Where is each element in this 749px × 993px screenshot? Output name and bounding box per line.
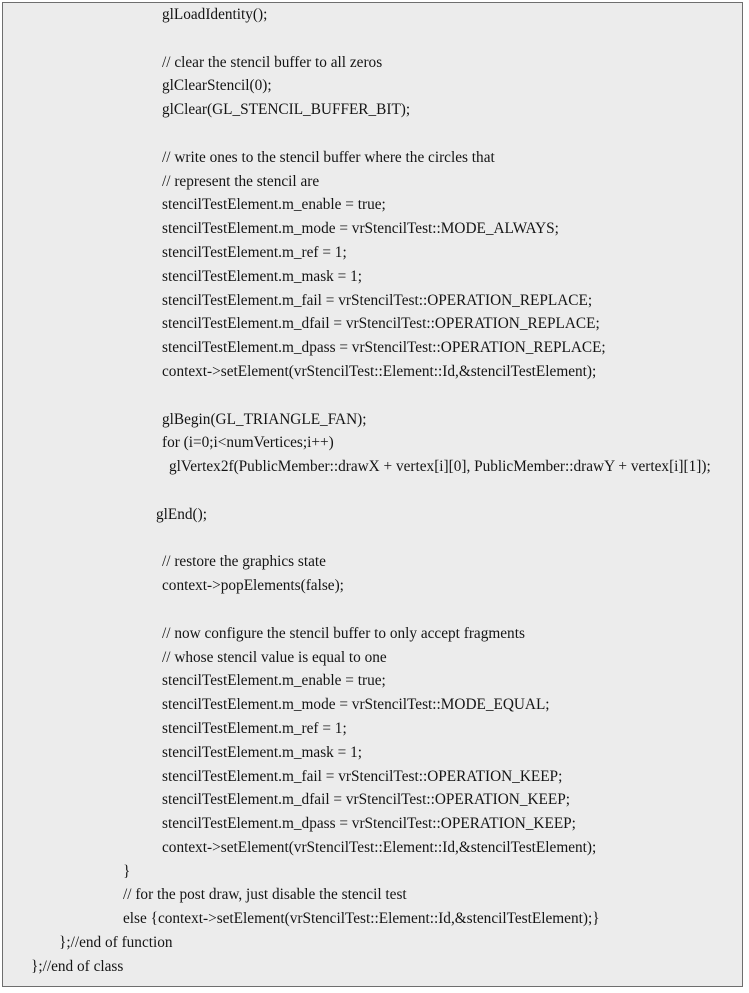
code-line-text: // now configure the stencil buffer to only accept fragments [162, 624, 525, 642]
code-line-text: stencilTestElement.m_dpass = vrStencilTest::OPERATION_REPLACE; [162, 339, 606, 357]
code-line [3, 455, 742, 479]
code-lines [3, 3, 742, 979]
code-line [3, 289, 742, 313]
code-line [3, 550, 742, 574]
code-line [3, 479, 742, 503]
code-line [3, 765, 742, 789]
code-line [3, 812, 742, 836]
code-line-text: stencilTestElement.m_mode = vrStencilTest::MODE_EQUAL; [162, 696, 550, 714]
code-line-text: // represent the stencil are [162, 172, 320, 190]
code-line-text: stencilTestElement.m_fail = vrStencilTest::OPERATION_REPLACE; [162, 291, 593, 309]
code-line [3, 907, 742, 931]
code-line [3, 74, 742, 98]
code-line [3, 170, 742, 194]
code-line [3, 3, 742, 27]
code-line-text: stencilTestElement.m_enable = true; [162, 196, 386, 214]
code-line [3, 860, 742, 884]
code-line [3, 669, 742, 693]
code-line-text: // for the post draw, just disable the stencil test [123, 886, 407, 904]
code-line [3, 265, 742, 289]
code-line [3, 503, 742, 527]
code-line [3, 788, 742, 812]
code-line-text: else {context->setElement(vrStencilTest::Element::Id,&stencilTestElement);} [123, 910, 600, 928]
code-line-text: };//end of function [59, 934, 173, 952]
code-line [3, 836, 742, 860]
code-line [3, 431, 742, 455]
code-line-text: // restore the graphics state [162, 553, 326, 571]
code-line-text: stencilTestElement.m_enable = true; [162, 672, 386, 690]
code-line-text: glLoadIdentity(); [162, 6, 268, 23]
code-line [3, 336, 742, 360]
code-line-text: stencilTestElement.m_dpass = vrStencilTest::OPERATION_KEEP; [162, 815, 576, 833]
code-line [3, 527, 742, 551]
code-line [3, 717, 742, 741]
code-line-text: stencilTestElement.m_mask = 1; [162, 743, 363, 761]
code-line-text: context->setElement(vrStencilTest::Element::Id,&stencilTestElement); [162, 362, 597, 380]
code-line [3, 955, 742, 979]
code-line [3, 360, 742, 384]
code-line-text: for (i=0;i<numVertices;i++) [162, 434, 334, 452]
code-line [3, 646, 742, 670]
code-line-text: glVertex2f(PublicMember::drawX + vertex[i][0], PublicMember::drawY + vertex[i][1]); [169, 458, 711, 476]
code-line-text: // whose stencil value is equal to one [162, 648, 387, 666]
code-line-text: stencilTestElement.m_dfail = vrStencilTest::OPERATION_REPLACE; [162, 315, 600, 333]
code-line [3, 693, 742, 717]
code-line [3, 408, 742, 432]
code-line [3, 931, 742, 955]
code-line [3, 598, 742, 622]
code-line [3, 312, 742, 336]
code-line [3, 741, 742, 765]
code-line [3, 122, 742, 146]
code-line [3, 217, 742, 241]
code-line-text: // clear the stencil buffer to all zeros [162, 53, 383, 71]
code-listing-box [2, 2, 743, 987]
code-line-text: stencilTestElement.m_mode = vrStencilTest::MODE_ALWAYS; [162, 220, 559, 238]
code-line-text: glBegin(GL_TRIANGLE_FAN); [162, 410, 367, 428]
code-line [3, 98, 742, 122]
code-line [3, 883, 742, 907]
code-line-text: glEnd(); [156, 505, 207, 523]
code-line-text: } [123, 862, 131, 880]
code-line [3, 574, 742, 598]
code-line [3, 146, 742, 170]
code-line [3, 193, 742, 217]
code-line-text: // write ones to the stencil buffer where the circles that [162, 148, 495, 166]
code-line [3, 622, 742, 646]
code-line [3, 51, 742, 75]
code-line-text: stencilTestElement.m_fail = vrStencilTest::OPERATION_KEEP; [162, 767, 563, 785]
code-line [3, 384, 742, 408]
code-line-text: };//end of class [31, 957, 124, 975]
code-line-text: stencilTestElement.m_ref = 1; [162, 719, 347, 737]
code-line-text: glClearStencil(0); [162, 77, 272, 95]
code-line-text: stencilTestElement.m_mask = 1; [162, 267, 363, 285]
code-line [3, 241, 742, 265]
code-line-text: stencilTestElement.m_ref = 1; [162, 243, 347, 261]
code-line-text: context->popElements(false); [162, 577, 344, 595]
code-line-text: glClear(GL_STENCIL_BUFFER_BIT); [162, 101, 411, 119]
code-line [3, 27, 742, 51]
code-line-text: context->setElement(vrStencilTest::Element::Id,&stencilTestElement); [162, 838, 597, 856]
code-line-text: stencilTestElement.m_dfail = vrStencilTest::OPERATION_KEEP; [162, 791, 570, 809]
